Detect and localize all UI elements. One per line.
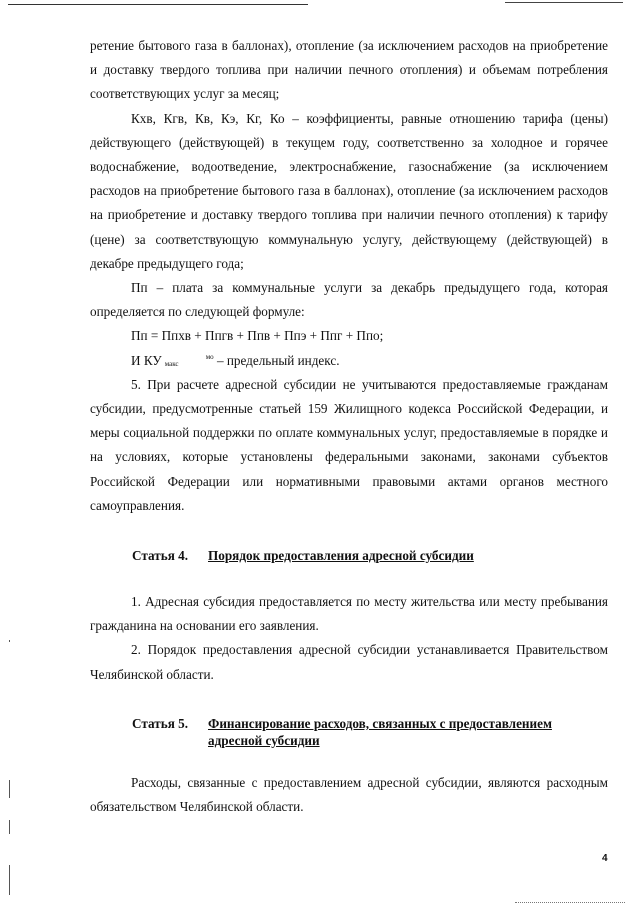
index-definition bbox=[90, 349, 608, 373]
paragraph-continuation: ретение бытового газа в баллонах), отопление (за исключением расходов на приобретение и доставку твердого топлива при наличии печного отопления) и объемам потребления соответствующих услуг за месяц; bbox=[90, 38, 608, 102]
article-5-heading bbox=[132, 715, 608, 749]
article-5-number: Статья 5. bbox=[132, 715, 189, 731]
index-definition-text: – предельный индекс. bbox=[216, 352, 340, 368]
margin-mark bbox=[9, 865, 10, 895]
margin-mark bbox=[9, 640, 10, 642]
page-number: 4 bbox=[602, 853, 608, 864]
margin-mark bbox=[9, 820, 10, 834]
scan-artifact-line-top-right bbox=[505, 2, 623, 3]
article-4-heading bbox=[132, 547, 608, 564]
margin-mark bbox=[9, 780, 10, 798]
article-4-number: Статья 4. bbox=[132, 548, 189, 564]
scan-artifact-line-top-left bbox=[8, 4, 308, 5]
article-4-item-2: 2. Порядок предоставления адресной субсидии устанавливается Правительством Челябинской области. bbox=[90, 642, 608, 682]
index-superscript: мо bbox=[205, 352, 214, 361]
paragraph-coefficients: Кхв, Кгв, Кв, Кэ, Кг, Ко – коэффициенты, равные отношению тарифа (цены) действующего (действующей) в текущем году, соответственно за холодное и горячее водоснабжение, водоотведение, электроснабжение, газоснабжение (за исключением расходов на приобретение бытового газа в баллонах), отопление (за исключением расходов на приобретение и доставку твердого топлива при наличии печного отопления) к тарифу (цене) за соответствующую коммунальную услугу, действующему (действующей) в декабре предыдущего года; bbox=[90, 110, 608, 271]
paragraph-payment: Пп – плата за коммунальные услуги за декабрь предыдущего года, которая определяется по следующей формуле: bbox=[90, 280, 608, 320]
formula: Пп = Ппхв + Ппгв + Ппв + Ппэ + Ппг + Ппо; bbox=[131, 328, 384, 344]
article-5-body: Расходы, связанные с предоставлением адресной субсидии, являются расходным обязательством Челябинской области. bbox=[90, 774, 608, 815]
index-symbol: И КУ bbox=[131, 352, 162, 368]
paragraph-item-5: 5. При расчете адресной субсидии не учитываются предоставляемые гражданам субсидии, предусмотренные статьей 159 Жилищного кодекса Российской Федерации, и меры социальной поддержки по оплате коммунальных услуг, предоставляемые в порядке и на условиях, которые установлены федеральными законами, законами субъектов Российской Федерации или нормативными правовыми актами органов местного самоуправления. bbox=[90, 376, 608, 513]
article-5-title: Финансирование расходов, связанных с предоставлением адресной субсидии bbox=[208, 715, 552, 748]
document-body bbox=[90, 34, 608, 819]
article-4-title: Порядок предоставления адресной субсидии bbox=[208, 548, 474, 564]
article-4-item-1: 1. Адресная субсидия предоставляется по месту жительства или месту пребывания гражданина на основании его заявления. bbox=[90, 594, 608, 634]
index-subscript: макс bbox=[164, 359, 179, 368]
index-subscript-group bbox=[165, 354, 214, 368]
scan-artifact-bottom-dots bbox=[515, 902, 625, 904]
